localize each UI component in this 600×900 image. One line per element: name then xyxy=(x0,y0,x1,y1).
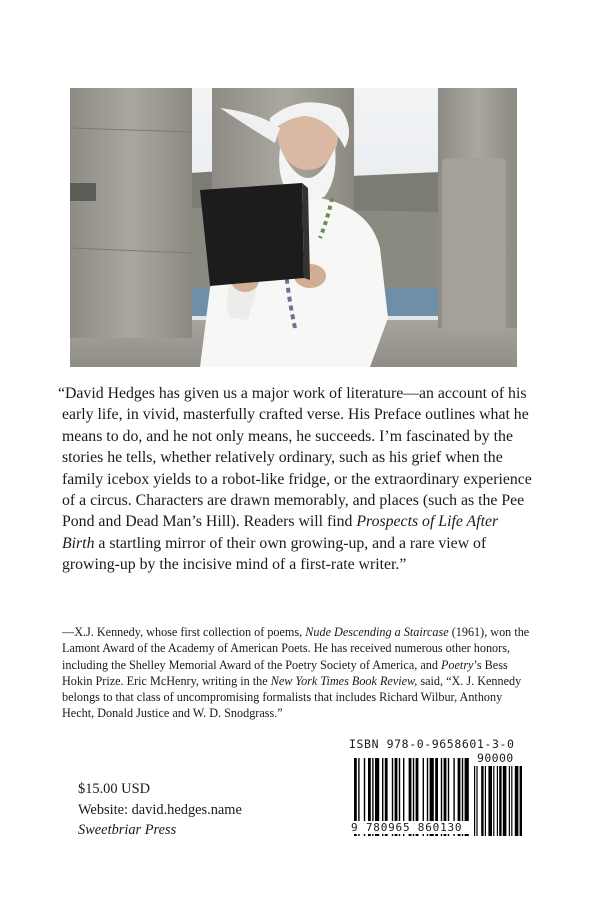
attribution-review: New York Times Book Review, xyxy=(270,673,418,688)
quote-attribution xyxy=(62,624,530,722)
barcode-addon-bar xyxy=(474,766,475,836)
barcode-addon-bar xyxy=(493,766,494,836)
price-code: 90000 xyxy=(477,751,514,765)
review-quote xyxy=(58,383,532,576)
quote-text-part2: a startling mirror of their own growing-up, and a rare view of growing-up by the incisive mind of a first-rate writer.” xyxy=(62,534,487,574)
attribution-magazine: Poetry xyxy=(440,657,474,672)
barcode-addon-bar xyxy=(511,766,512,836)
attribution-part3: ’s Bess Hokin Prize. Eric McHenry, writing in the xyxy=(62,657,508,688)
attribution-part4: said, “X. J. Kennedy belongs to that class of uncompromising formalists that includes Richard Wilbur, Anthony Hecht, Donald Justice and W. D. Snodgrass.” xyxy=(62,673,522,721)
barcode-digits: 9 780965 860130 xyxy=(349,821,473,834)
publisher-label: Sweetbriar Press xyxy=(78,822,177,838)
barcode-addon-bar xyxy=(499,766,501,836)
price-label: $15.00 USD xyxy=(78,781,150,797)
quote-text-part1: “David Hedges has given us a major work of literature—an account of his early life, in vivid, masterfully crafted verse. His Preface outlines what he means to do, and he not only means, he succeeds. I’m fascinated by the stories he tells, whether relatively ordinary, such as his grief when the family icebox yields to a robot-like fridge, or the extraordinary experience of a circus. Characters are drawn memorably, and places (such as the Pee Pond and Dead Man’s Hill). Readers will find xyxy=(58,385,532,531)
book-info xyxy=(78,779,328,841)
isbn-label: ISBN 978-0-9658601-3-0 xyxy=(349,737,515,751)
barcode-addon-bar xyxy=(520,766,522,836)
quote-book-title: Prospects of Life After Birth xyxy=(62,513,499,552)
barcode-addon-bar xyxy=(497,766,498,836)
barcode-addon-bar xyxy=(488,766,492,836)
barcode-addon-bar xyxy=(509,766,510,836)
attribution-part2: (1961), won the Lamont Award of the Academy of American Poets. He has received numerous other honors, including the Shelley Memorial Award of the Poetry Society of America, and xyxy=(62,625,530,672)
barcode-addon-bar xyxy=(515,766,519,836)
barcode-addon-bar xyxy=(503,766,507,836)
barcode-addon-bar xyxy=(481,766,483,836)
author-photo xyxy=(70,88,517,367)
barcode-addon-bar xyxy=(485,766,486,836)
attribution-kennedy-book: Nude Descending a Staircase xyxy=(305,625,449,639)
attribution-part1: —X.J. Kennedy, whose first collection of poems, xyxy=(62,625,306,639)
barcode-addon-bar xyxy=(476,766,477,836)
website-label: Website: david.hedges.name xyxy=(78,801,242,818)
